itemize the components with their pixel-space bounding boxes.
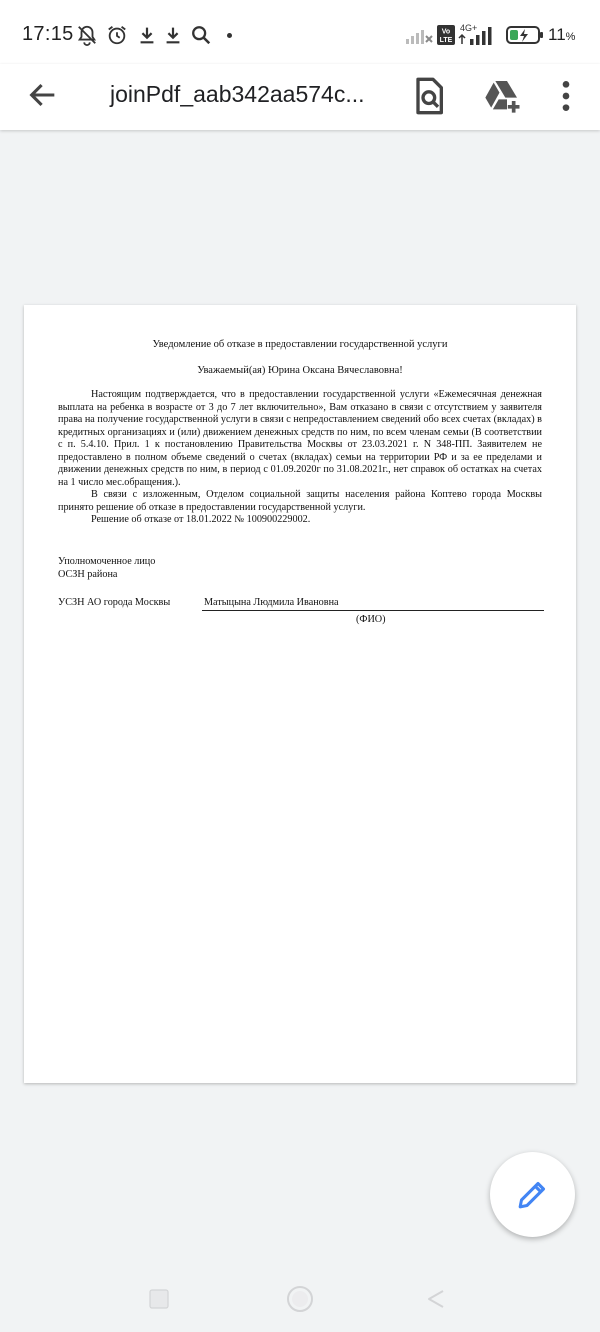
notice-body bbox=[58, 389, 542, 527]
pdf-page bbox=[24, 305, 576, 1083]
mute-alarm-icon bbox=[76, 24, 98, 46]
search-icon bbox=[190, 24, 212, 46]
status-time: 17:15 bbox=[22, 23, 74, 45]
document-title: joinPdf_aab342aa574c... bbox=[110, 81, 365, 107]
battery-charging-icon bbox=[505, 22, 545, 48]
battery-percent: 11% bbox=[548, 25, 576, 44]
signatory-block bbox=[58, 556, 155, 581]
wifi-off-icon bbox=[404, 22, 434, 48]
notice-heading: Уведомление об отказе в предоставлении государственной услуги bbox=[152, 339, 448, 350]
organization-name: УСЗН АО города Москвы bbox=[58, 597, 171, 608]
download-icon bbox=[162, 24, 184, 46]
app-bar bbox=[0, 64, 600, 130]
network-type-label: 4G+ bbox=[460, 23, 478, 33]
edit-pencil-icon bbox=[516, 1178, 549, 1211]
system-nav-bar bbox=[0, 1265, 600, 1332]
status-bar bbox=[0, 0, 600, 64]
notice-paragraph: В связи с изложенным, Отделом социальной защиты населения района Коптево города Москвы принято решение об отказе в предоставлении государственной услуги. bbox=[58, 489, 542, 513]
svg-text:Vo: Vo bbox=[441, 28, 451, 36]
recents-icon[interactable] bbox=[148, 1288, 170, 1310]
more-vert-icon[interactable] bbox=[546, 76, 586, 116]
volte-icon bbox=[436, 22, 456, 48]
add-to-drive-icon[interactable] bbox=[482, 76, 522, 116]
official-name: Матыцына Людмила Ивановна bbox=[202, 597, 544, 611]
home-icon[interactable] bbox=[285, 1284, 315, 1314]
notice-greeting: Уважаемый(ая) Юрина Оксана Вячеславовна! bbox=[197, 365, 403, 376]
signatory-line-2: ОСЗН района bbox=[58, 568, 118, 580]
find-in-page-icon[interactable] bbox=[408, 76, 448, 116]
signatory-line-1: Уполномоченное лицо bbox=[58, 556, 156, 567]
alarm-icon bbox=[106, 24, 128, 46]
notice-paragraph: Решение об отказе от 18.01.2022 № 100900229002. bbox=[91, 514, 311, 525]
notice-paragraph: Настоящим подтверждается, что в предоставлении государственной услуги «Ежемесячная денежная выплата на ребенка в возрасте от 3 до 7 лет включительно», Вам отказано в связи с отсутствием у заявителя права на получение государственной услуги в связи с непредоставлением сведений обо всех счетах (вкладах) в кредитных организациях и (или) движением денежных средств по ним, по всем членам семьи (В соответствии с п. 5.4.10. Прил. 1 к постановлению Правительства Москвы от 23.03.2021 г. N 348-ПП. Заявителем не предоставлено в полном объеме сведений о счетах (вкладах) семьи на территории РФ и за ее пределами и движении денежных средств по ним, в период с 01.09.2020г по 31.08.2021г., нет справок об остатках на счетах на 1 число мес.обращения.). bbox=[58, 389, 542, 488]
edit-fab-button[interactable] bbox=[490, 1152, 575, 1237]
dot-icon bbox=[227, 33, 232, 38]
svg-text:LTE: LTE bbox=[439, 37, 453, 44]
download-icon bbox=[136, 24, 158, 46]
back-icon[interactable] bbox=[425, 1288, 447, 1310]
back-arrow-icon[interactable] bbox=[26, 78, 60, 112]
name-caption: (ФИО) bbox=[356, 614, 386, 625]
signal-icon bbox=[458, 22, 498, 48]
